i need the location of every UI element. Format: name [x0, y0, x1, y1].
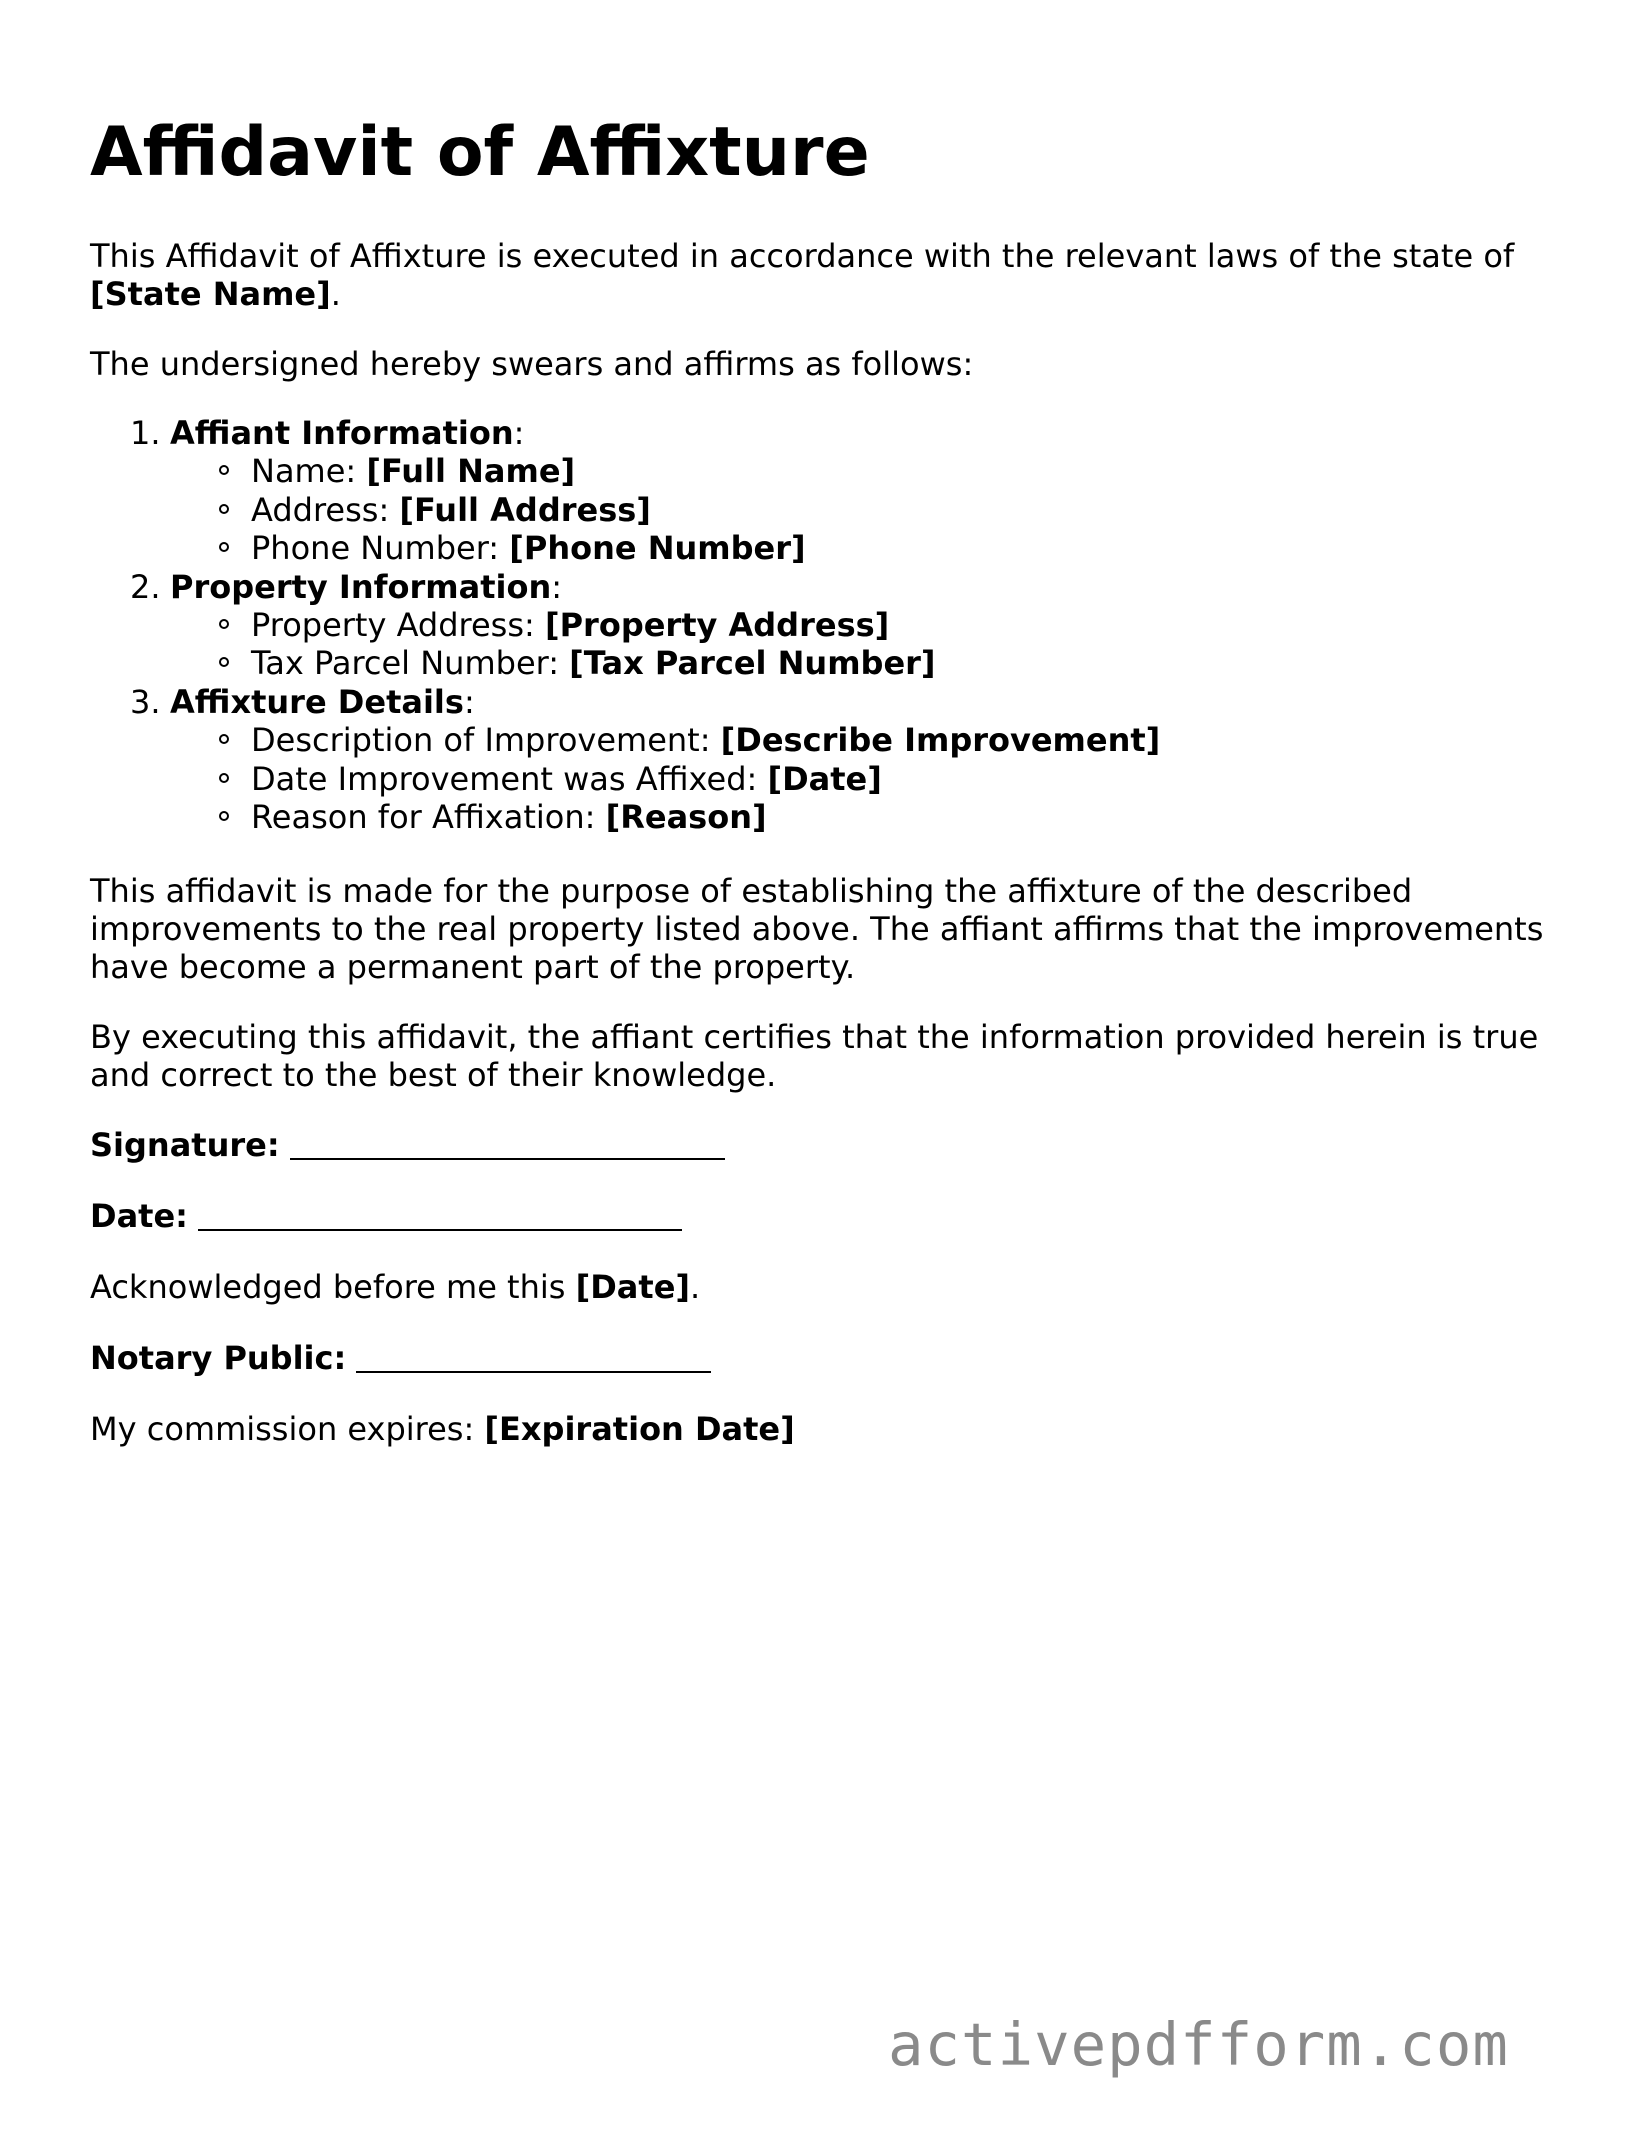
field-reason — [90, 798, 1160, 836]
purpose-line: This affidavit is made for the purpose of establishing the affixture of the described — [90, 872, 1413, 910]
field-label: Property Address: — [251, 606, 545, 645]
section-affixture-details — [90, 683, 1160, 721]
field-description — [90, 721, 1160, 759]
bullet-icon — [219, 811, 229, 821]
section-property-information — [90, 568, 1160, 606]
commission-paragraph — [90, 1410, 795, 1448]
certify-line: and correct to the best of their knowledge. — [90, 1056, 777, 1094]
field-placeholder: [Phone Number] — [509, 529, 806, 568]
purpose-paragraph — [90, 872, 1543, 986]
certify-line: By executing this affidavit, the affiant certifies that the information provided herein is true — [90, 1018, 1539, 1056]
date-line[interactable] — [198, 1201, 682, 1231]
bullet-icon — [219, 542, 229, 552]
field-label: Reason for Affixation: — [251, 798, 606, 837]
signature-label: Signature: — [90, 1126, 280, 1164]
intro-text: This Affidavit of Affixture is executed in accordance with the relevant laws of the state of — [90, 237, 1515, 275]
section-colon: : — [551, 567, 563, 606]
field-label: Description of Improvement: — [251, 721, 721, 760]
expiration-date-placeholder: [Expiration Date] — [484, 1410, 795, 1448]
field-property-address — [90, 606, 1160, 644]
date-label: Date: — [90, 1197, 188, 1235]
field-label: Address: — [251, 490, 400, 529]
field-address — [90, 491, 1160, 529]
section-number: 2. — [130, 567, 161, 606]
field-placeholder: [Full Name] — [366, 452, 576, 491]
field-label: Tax Parcel Number: — [251, 644, 570, 683]
acknowledged-suffix: . — [690, 1268, 701, 1306]
signature-row — [90, 1126, 725, 1164]
acknowledged-text: Acknowledged before me this — [90, 1268, 576, 1306]
swear-paragraph: The undersigned hereby swears and affirms as follows: — [90, 345, 974, 383]
bullet-icon — [219, 657, 229, 667]
watermark: activepdfform.com — [888, 2010, 1509, 2079]
subitem-list — [90, 452, 1160, 567]
page-title: Affidavit of Affixture — [90, 113, 870, 192]
bullet-icon — [219, 465, 229, 475]
acknowledged-paragraph — [90, 1268, 700, 1306]
section-number: 1. — [130, 414, 161, 452]
state-placeholder: [State Name] — [90, 275, 331, 313]
field-placeholder: [Tax Parcel Number] — [569, 644, 936, 683]
field-phone — [90, 529, 1160, 567]
field-name — [90, 452, 1160, 490]
signature-line[interactable] — [290, 1130, 725, 1160]
field-placeholder: [Date] — [767, 759, 882, 798]
bullet-icon — [219, 734, 229, 744]
affixture-fields — [90, 721, 1160, 836]
notary-label: Notary Public: — [90, 1339, 347, 1377]
notary-line[interactable] — [356, 1343, 711, 1373]
affidavit-sections — [90, 414, 1160, 836]
subitem-list — [90, 606, 1160, 683]
property-fields — [90, 606, 1160, 683]
section-number: 3. — [130, 682, 161, 721]
bullet-icon — [219, 773, 229, 783]
section-heading: Affixture Details — [170, 682, 464, 721]
certify-paragraph — [90, 1018, 1538, 1094]
field-placeholder: [Full Address] — [399, 490, 651, 529]
bullet-icon — [219, 504, 229, 514]
subitem-list — [90, 721, 1160, 836]
field-label: Phone Number: — [251, 529, 510, 568]
commission-text: My commission expires: — [90, 1410, 485, 1448]
field-label: Name: — [251, 452, 367, 491]
section-affiant-information — [90, 414, 1160, 452]
section-heading: Property Information — [170, 567, 552, 606]
purpose-line: improvements to the real property listed above. The affiant affirms that the improvements — [90, 910, 1544, 948]
affiant-fields — [90, 452, 1160, 567]
intro-paragraph — [90, 237, 1514, 313]
field-tax-parcel — [90, 644, 1160, 682]
purpose-line: have become a permanent part of the property. — [90, 948, 856, 986]
notary-row — [90, 1339, 711, 1377]
intro-suffix: . — [330, 275, 341, 313]
field-label: Date Improvement was Affixed: — [251, 759, 768, 798]
date-row — [90, 1197, 682, 1235]
field-placeholder: [Describe Improvement] — [720, 721, 1161, 760]
bullet-icon — [219, 619, 229, 629]
section-heading: Affiant Information — [170, 414, 514, 452]
field-placeholder: [Property Address] — [544, 606, 890, 645]
acknowledged-date-placeholder: [Date] — [575, 1268, 691, 1306]
section-colon: : — [513, 414, 525, 452]
field-date-affixed — [90, 760, 1160, 798]
field-placeholder: [Reason] — [605, 798, 767, 837]
section-colon: : — [463, 682, 475, 721]
